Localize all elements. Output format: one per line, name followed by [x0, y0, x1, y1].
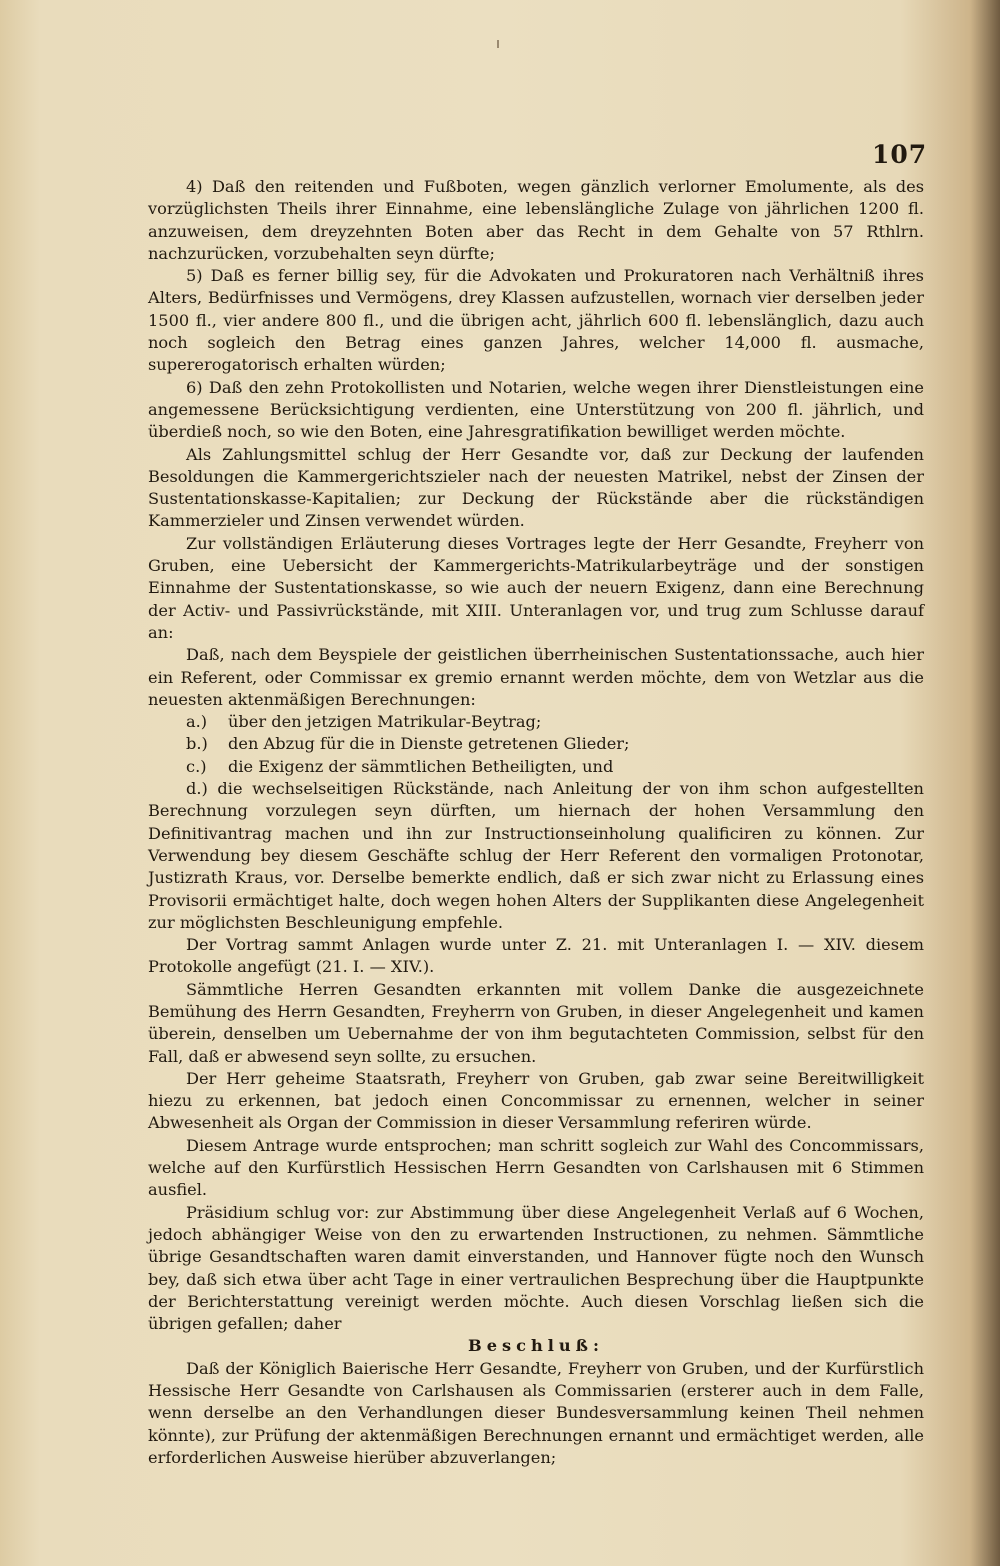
- resolution-heading: Beschluß:: [468, 1336, 604, 1356]
- list-label: b.): [186, 734, 208, 754]
- margin-mark: [497, 40, 499, 48]
- list-text: den Abzug für die in Dienste getretenen Glieder;: [228, 734, 630, 754]
- paragraph-payment-means: Als Zahlungsmittel schlug der Herr Gesandte vor, daß zur Deckung der laufenden Besoldungen die Kammergerichtszieler nach der neuesten Matrikel, nebst der Zinsen der Sustentationskasse-Kapitalien; zur Deckung der Rückstände aber die rückständigen Kammerzieler und Zinsen verwendet würden.: [148, 444, 924, 531]
- list-item-d: d.) die wechselseitigen Rückstände, nach Anleitung der von ihm schon aufgestellten Berechnung vorzulegen seyn dürften, um hiernach der hohen Versammlung den Definitivantrag machen und ihn zur Instructionseinholung qualificiren zu können. Zur Verwendung bey diesem Geschäfte schlug der Herr Referent den vormaligen Protonotar, Justizrath Kraus, vor. Derselbe bemerkte endlich, daß er sich zwar nicht zu Erlassung eines Provisorii ermächtiget halte, doch wegen hohen Alters der Supplikanten diese Angelegenheit zur möglichsten Beschleunigung empfehle.: [148, 779, 924, 932]
- paragraph-item-4: 4) Daß den reitenden und Fußboten, wegen gänzlich verlorner Emolumente, als des vorzüglichsten Theils ihrer Einnahme, eine lebenslängliche Zulage von jährlichen 1200 fl. anzuweisen, dem dreyzehnten Boten aber das Recht in dem Gehalte von 57 Rthlrn. nachzurücken, vorzubehalten seyn dürfte;: [148, 177, 924, 263]
- document-body: [148, 176, 924, 1469]
- paragraph-resolution: Daß der Königlich Baierische Herr Gesandte, Freyherr von Gruben, und der Kurfürstlich Hessische Herr Gesandte von Carlshausen als Commissarien (ersterer auch in dem Falle, wenn derselbe an den Verhandlungen dieser Bundesversammlung keinen Theil nehmen könnte), zur Prüfung der aktenmäßigen Berechnungen ernannt und ermächtiget werden, alle erforderlichen Ausweise hierüber abzuverlangen;: [148, 1358, 924, 1467]
- list-text: die Exigenz der sämmtlichen Betheiligten, und: [228, 756, 614, 776]
- paragraph-item-6: 6) Daß den zehn Protokollisten und Notarien, welche wegen ihrer Dienstleistungen eine angemessene Berücksichtigung verdienten, eine Unterstützung von 200 fl. jährlich, und überdieß noch, so wie den Boten, eine Jahresgratifikation bewilliget werden möchte.: [148, 377, 924, 442]
- list-item-a: [148, 711, 924, 733]
- paragraph-thanks: Sämmtliche Herren Gesandten erkannten mit vollem Danke die ausgezeichnete Bemühung des Herrn Gesandten, Freyherrn von Gruben, in dieser Angelegenheit und kamen überein, denselben um Uebernahme der von ihm begutachteten Commission, selbst für den Fall, daß er abwesend seyn sollte, zu ersuchen.: [148, 979, 924, 1066]
- paragraph-staatsrath: Der Herr geheime Staatsrath, Freyherr von Gruben, gab zwar seine Bereitwilligkeit hiezu zu erkennen, bat jedoch einen Concommissar zu ernennen, welcher in seiner Abwesenheit als Organ der Commission in dieser Versammlung referiren würde.: [148, 1068, 924, 1133]
- paragraph-praesidium: Präsidium schlug vor: zur Abstimmung über diese Angelegenheit Verlaß auf 6 Wochen, jedoch abhängiger Weise von den zu erwartenden Instructionen, zu nehmen. Sämmtliche übrige Gesandtschaften waren damit einverstanden, und Hannover fügte noch den Wunsch bey, daß sich etwa über acht Tage in einer vertraulichen Besprechung über die Hauptpunkte der Berichterstattung vereinigt werden möchte. Auch diesen Vorschlag ließen sich die übrigen gefallen; daher: [148, 1202, 924, 1334]
- list-label: a.): [186, 712, 208, 732]
- page-number: 107: [872, 140, 928, 169]
- paragraph-item-5: 5) Daß es ferner billig sey, für die Advokaten und Prokuratoren nach Verhältniß ihres Alters, Bedürfnisses und Vermögens, drey Klassen aufzustellen, wornach vier derselben jeder 1500 fl., vier andere 800 fl., und die übrigen acht, jährlich 600 fl. lebenslänglich, dazu auch noch sogleich den Betrag eines ganzen Jahres, welcher 14,000 fl. ausmache, supererogatorisch erhalten würden;: [148, 266, 924, 375]
- list-text: über den jetzigen Matrikular-Beytrag;: [228, 712, 542, 732]
- list-label: c.): [186, 756, 207, 776]
- paragraph-referent-proposal: Daß, nach dem Beyspiele der geistlichen überrheinischen Sustentationssache, auch hier ein Referent, oder Commissar ex gremio ernannt werden möchte, dem von Wetzlar aus die neuesten aktenmäßigen Berechnungen:: [148, 645, 924, 709]
- paragraph-explanation: Zur vollständigen Erläuterung dieses Vortrages legte der Herr Gesandte, Freyherr von Gruben, eine Uebersicht der Kammergerichts-Matrikularbeyträge und der sonstigen Einnahme der Sustentationskasse, so wie auch der neuern Exigenz, dann eine Berechnung der Activ- und Passivrückstände, mit XIII. Unteranlagen vor, und trug zum Schlusse darauf an:: [148, 533, 924, 642]
- list-item-b: [148, 733, 924, 755]
- paragraph-concommissar: Diesem Antrage wurde entsprochen; man schritt sogleich zur Wahl des Concommissars, welche auf den Kurfürstlich Hessischen Herrn Gesandten von Carlshausen mit 6 Stimmen ausfiel.: [148, 1135, 924, 1200]
- list-item-c: [148, 756, 924, 778]
- paragraph-vortrag-annex: Der Vortrag sammt Anlagen wurde unter Z. 21. mit Unteranlagen I. — XIV. diesem Protokolle angefügt (21. I. — XIV.).: [148, 935, 924, 977]
